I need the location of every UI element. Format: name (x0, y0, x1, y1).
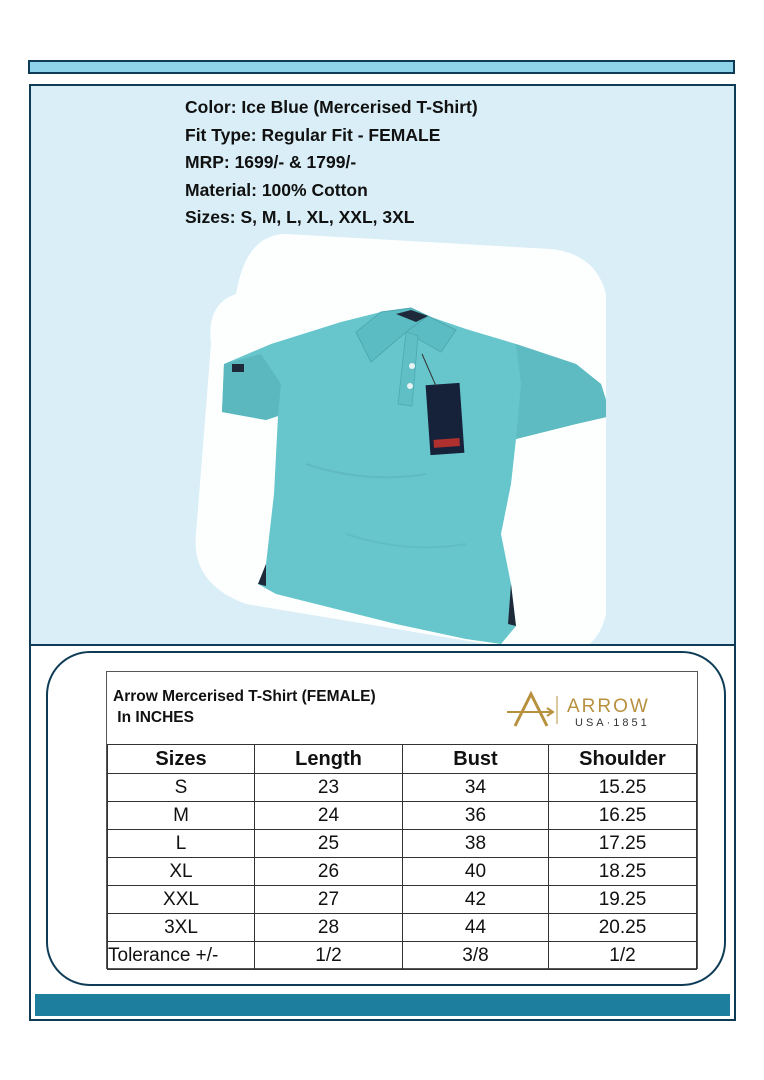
cell-length: 28 (255, 914, 403, 942)
cell-size: XXL (108, 886, 255, 914)
cell-shoulder: 20.25 (549, 914, 697, 942)
cell-shoulder: 17.25 (549, 830, 697, 858)
section-divider (31, 644, 734, 646)
size-chart-title (113, 686, 376, 728)
cell-length: 1/2 (255, 942, 403, 970)
cell-length: 27 (255, 886, 403, 914)
bottom-accent-bar (35, 994, 730, 1016)
cell-length: 23 (255, 774, 403, 802)
cell-length: 25 (255, 830, 403, 858)
top-accent-bar (28, 60, 735, 74)
page-frame (29, 84, 736, 1021)
table-row (108, 858, 697, 886)
spec-fit-type: Fit Type: Regular Fit - FEMALE (185, 124, 441, 145)
cell-shoulder: 16.25 (549, 802, 697, 830)
tolerance-row (108, 942, 697, 970)
cell-size: XL (108, 858, 255, 886)
cell-shoulder: 18.25 (549, 858, 697, 886)
cell-shoulder: 1/2 (549, 942, 697, 970)
brand-name: ARROW (567, 696, 650, 717)
cell-bust: 36 (403, 802, 549, 830)
table-row (108, 802, 697, 830)
cell-bust: 3/8 (403, 942, 549, 970)
spec-material: Material: 100% Cotton (185, 179, 368, 200)
table-row (108, 830, 697, 858)
cell-bust: 40 (403, 858, 549, 886)
cell-bust: 44 (403, 914, 549, 942)
cell-tolerance-label: Tolerance +/- (108, 942, 255, 970)
size-chart (106, 671, 698, 969)
cell-size: S (108, 774, 255, 802)
cell-bust: 38 (403, 830, 549, 858)
cell-bust: 34 (403, 774, 549, 802)
size-chart-card (46, 651, 726, 986)
table-row (108, 774, 697, 802)
spec-mrp: MRP: 1699/- & 1799/- (185, 152, 357, 172)
table-row (108, 914, 697, 942)
cell-size: 3XL (108, 914, 255, 942)
cell-bust: 42 (403, 886, 549, 914)
spec-sizes: Sizes: S, M, L, XL, XXL, 3XL (185, 207, 415, 227)
header-bust: Bust (403, 745, 549, 774)
polo-tshirt-photo (166, 234, 606, 644)
product-section (31, 86, 734, 644)
cell-shoulder: 19.25 (549, 886, 697, 914)
spec-color: Color: Ice Blue (Mercerised T-Shirt) (185, 97, 478, 117)
header-length: Length (255, 745, 403, 774)
cell-size: M (108, 802, 255, 830)
cell-size: L (108, 830, 255, 858)
size-table (107, 744, 697, 970)
table-header-row (108, 745, 697, 774)
table-row (108, 886, 697, 914)
cell-length: 26 (255, 858, 403, 886)
size-chart-title-line2: In INCHES (113, 709, 194, 726)
arrow-a-logo-icon (507, 694, 553, 726)
arrow-brand-logo (507, 690, 687, 730)
product-specs (185, 94, 478, 232)
cell-length: 24 (255, 802, 403, 830)
header-shoulder: Shoulder (549, 745, 697, 774)
header-sizes: Sizes (108, 745, 255, 774)
cell-shoulder: 15.25 (549, 774, 697, 802)
size-chart-title-line1: Arrow Mercerised T-Shirt (FEMALE) (113, 688, 376, 705)
brand-tagline: USA·1851 (575, 717, 650, 729)
